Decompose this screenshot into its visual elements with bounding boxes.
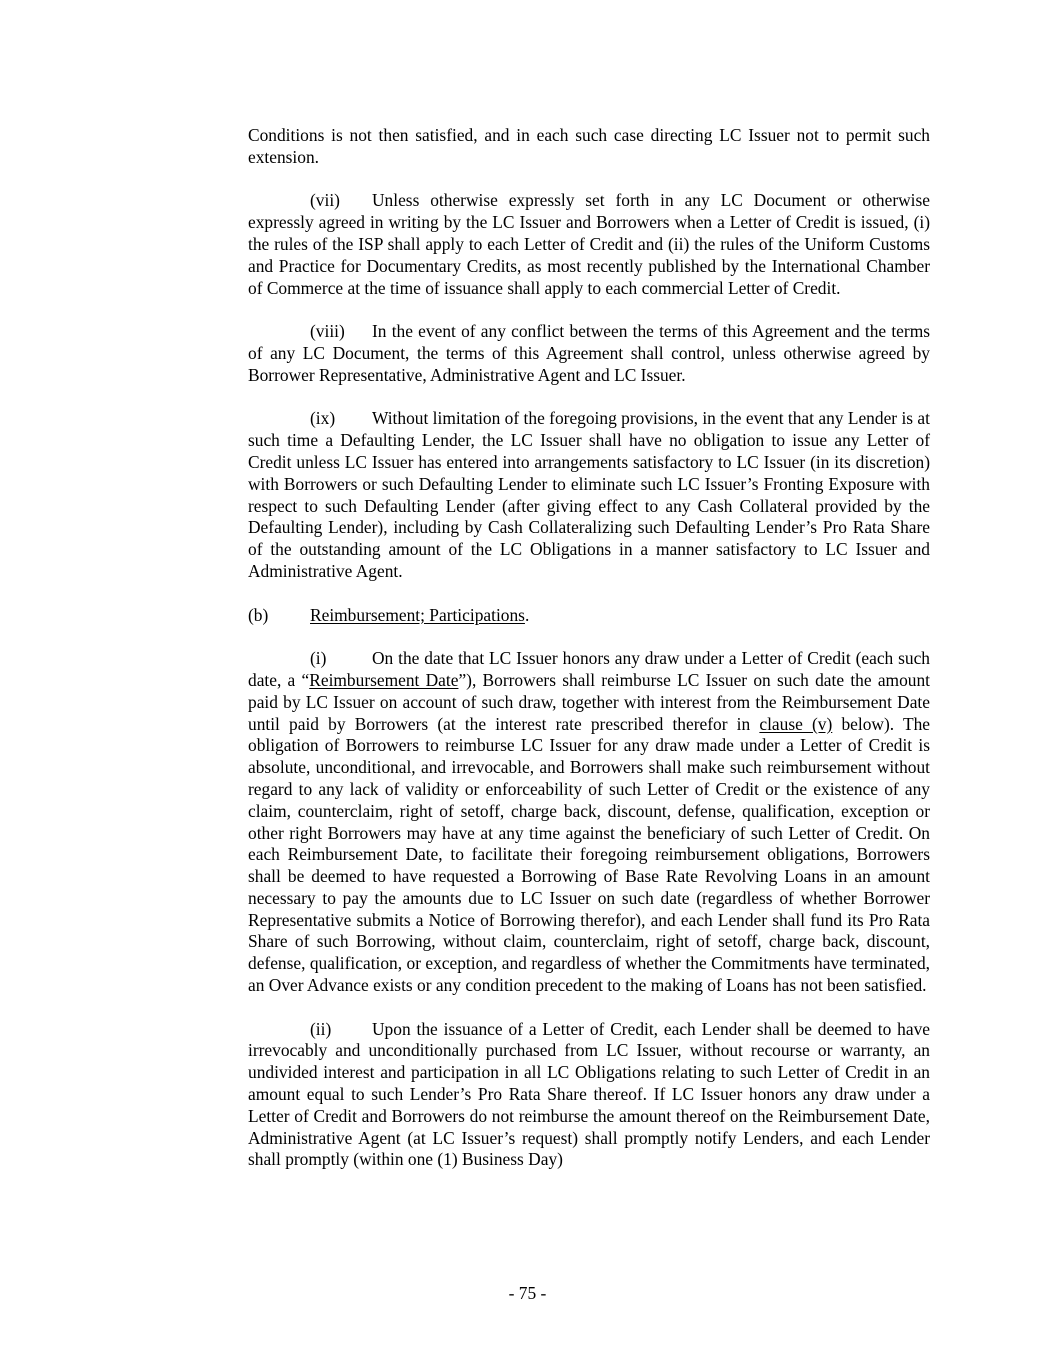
paragraph-marker: (ix) [310, 408, 336, 429]
paragraph-ix [248, 408, 930, 582]
paragraph-text: Without limitation of the foregoing provisions, in the event that any Lender is at such time a Defaulting Lender, the LC Issuer shall have no obligation to issue any Letter of Credit unless LC Issuer has entered into arrangements satisfactory to LC Issuer (in its discretion) with Borrowers or such Defaulting Lender to eliminate such LC Issuer’s Fronting Exposure with respect to such Defaulting Lender (after giving effect to any Cash Collateral provided by the Defaulting Lender), including by Cash Collateralizing such Defaulting Lender’s Pro Rata Share of the outstanding amount of the LC Obligations in a manner satisfactory to LC Issuer and Administrative Agent. [248, 408, 930, 581]
paragraph-marker: (viii) [310, 321, 345, 342]
paragraph-text: In the event of any conflict between the terms of this Agreement and the terms of any LC Document, the terms of this Agreement shall control, unless otherwise agreed by Borrower Representative, Administrative Agent and LC Issuer. [248, 321, 930, 385]
document-body [248, 125, 930, 1193]
page-number: - 75 - [508, 1283, 547, 1303]
paragraph-vii [248, 190, 930, 299]
paragraph-text-part-2: ”), Borrowers shall reimburse LC Issuer on such date the amount paid by LC Issuer on account of such draw, together with interest from the Reimbursement Date until paid by Borrowers (at the interest rate prescribed therefor in [248, 669, 930, 734]
paragraph-text: Upon the issuance of a Letter of Credit, each Lender shall be deemed to have irrevocably and unconditionally purchased from LC Issuer, without recourse or warranty, an undivided interest and participation in all LC Obligations relating to such Letter of Credit in an amount equal to such Lender’s Pro Rata Share thereof. If LC Issuer honors any draw under a Letter of Credit and Borrowers do not reimburse the amount thereof on the Reimbursement Date, Administrative Agent (at LC Issuer’s request) shall promptly notify Lenders, and each Lender shall promptly (within one (1) Business Day) [248, 1018, 930, 1170]
paragraph-text: Unless otherwise expressly set forth in any LC Document or otherwise expressly agreed in writing by the LC Issuer and Borrowers when a Letter of Credit is issued, (i) the rules of the ISP shall apply to each Letter of Credit and (ii) the rules of the Uniform Customs and Practice for Documentary Credits, as most recently published by the International Chamber of Commerce at the time of issuance shall apply to each commercial Letter of Credit. [248, 190, 930, 298]
section-b-heading [248, 605, 930, 627]
section-title: Reimbursement; Participations [310, 604, 525, 625]
section-marker: (b) [248, 604, 269, 625]
paragraph-text-part-1: On the date that LC Issuer honors any draw under a Letter of Credit (each such date, a “ [248, 648, 930, 690]
paragraph-b-ii [248, 1019, 930, 1172]
paragraph-marker: (ii) [310, 1018, 332, 1039]
paragraph-marker: (i) [310, 648, 327, 669]
paragraph-b-i [248, 648, 930, 997]
defined-term-reimbursement-date: Reimbursement Date [309, 669, 459, 690]
section-title-period: . [524, 604, 530, 625]
intro-continuation-paragraph: Conditions is not then satisfied, and in each such case directing LC Issuer not to permit such extension. [248, 125, 930, 167]
paragraph-marker: (vii) [310, 190, 340, 211]
clause-reference: clause (v) [759, 713, 833, 734]
paragraph-viii [248, 321, 930, 386]
paragraph-text-part-3: below). The obligation of Borrowers to reimburse LC Issuer for any draw made under a Letter of Credit is absolute, unconditional, and irrevocable, and Borrowers shall make such reimbursement without regard to any lack of validity or enforceability of such Letter of Credit or the existence of any claim, counterclaim, right of setoff, charge back, discount, defense, qualification, exception or other right Borrowers may have at any time against the beneficiary of such Letter of Credit. On each Reimbursement Date, to facilitate their foregoing reimbursement obligations, Borrowers shall be deemed to have requested a Borrowing of Base Rate Revolving Loans in an amount necessary to pay the amounts due to LC Issuer on such date (regardless of whether Borrower Representative submits a Notice of Borrowing therefor), and each Lender shall fund its Pro Rata Share of such Borrowing, without claim, counterclaim, right of setoff, charge back, discount, defense, qualification, or exception, and regardless of whether the Commitments have terminated, an Over Advance exists or any condition precedent to the making of Loans has not been satisfied. [248, 713, 930, 996]
